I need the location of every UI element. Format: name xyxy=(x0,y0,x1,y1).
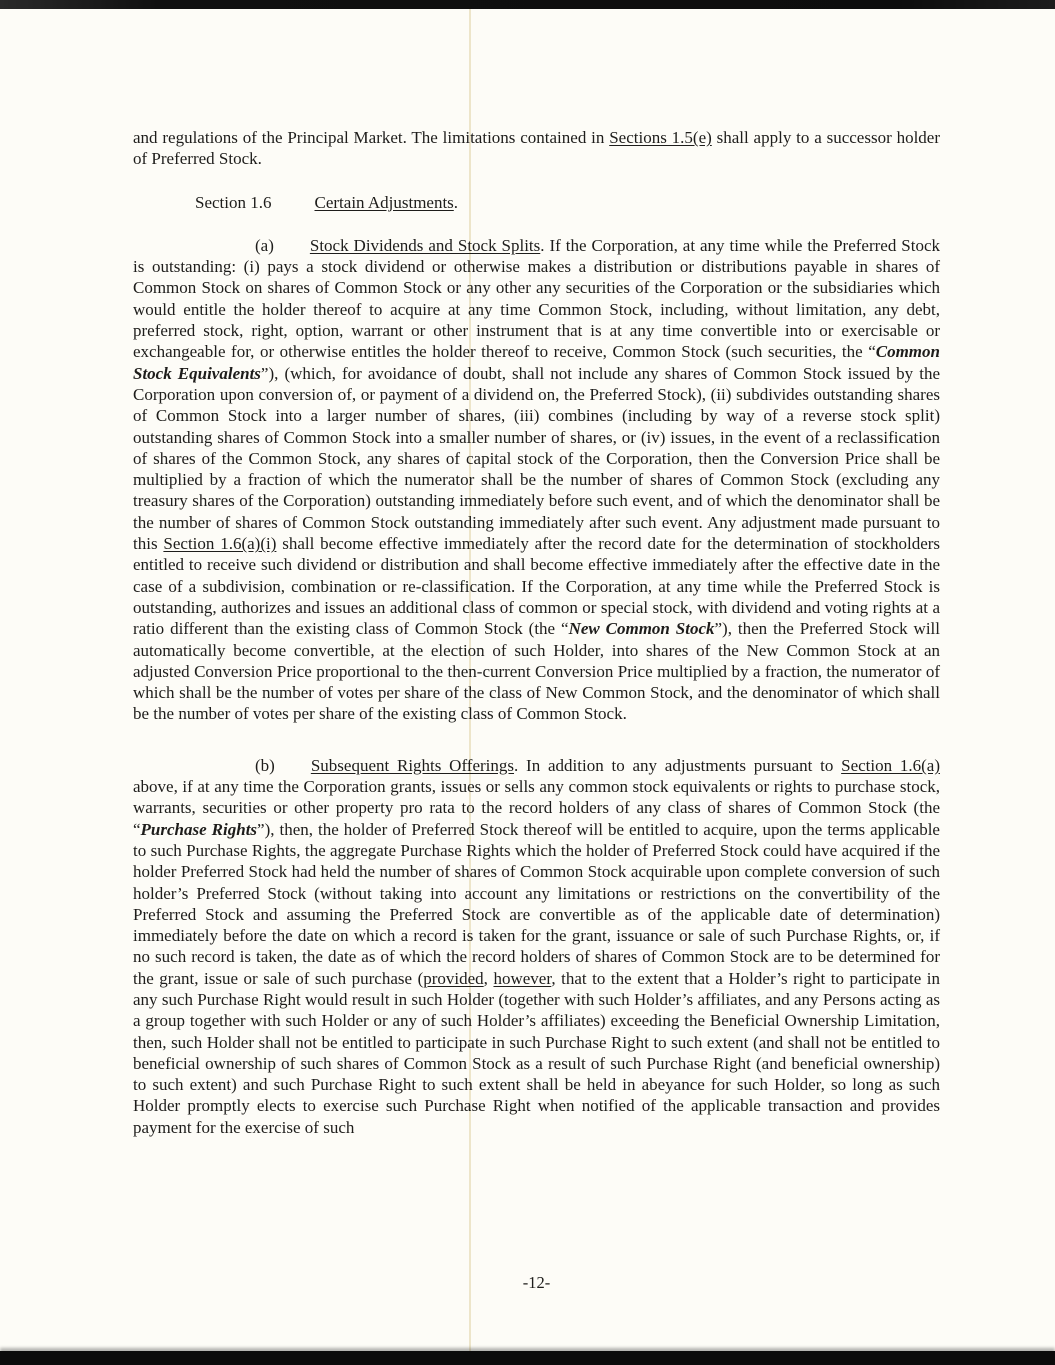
scan-edge-top xyxy=(0,0,1055,9)
section-title: Certain Adjustments xyxy=(314,192,454,212)
section-number: Section 1.6 xyxy=(195,192,272,212)
section-title-period: . xyxy=(453,192,459,212)
paragraph-b xyxy=(133,755,940,1138)
paragraph-a-label: (a) xyxy=(255,235,274,255)
document-page xyxy=(133,127,940,1160)
paragraph-a xyxy=(133,235,940,725)
paragraph-a-text: Stock Dividends and Stock Splits. If the Corporation, at any time while the Preferred Stock is outstanding: (i) pays a stock dividend or otherwise makes a distribution or distributions payable in shares of Common Stock on shares of Common Stock or any other any securities of the Corporation or the subsidiaries which would entitle the holder thereof to acquire at any time Common Stock, including, without limitation, any debt, preferred stock, right, option, warrant or other instrument that is at any time convertible into or exercisable or exchangeable for, or otherwise entitles the holder thereof to receive, Common Stock (such securities, the “Common Stock Equivalents”), (which, for avoidance of doubt, shall not include any shares of Common Stock issued by the Corporation upon conversion of, or payment of a dividend on, the Preferred Stock), (ii) subdivides outstanding shares of Common Stock into a larger number of shares, (iii) combines (including by way of a reverse stock split) outstanding shares of Common Stock into a smaller number of shares, or (iv) issues, in the event of a reclassification of shares of the Common Stock, any shares of capital stock of the Corporation, then the Conversion Price shall be multiplied by a fraction of which the numerator shall be the number of shares of Common Stock (excluding any treasury shares of the Corporation) outstanding immediately before such event, and of which the denominator shall be the number of shares of Common Stock outstanding immediately after such event. Any adjustment made pursuant to this Section 1.6(a)(i) shall become effective immediately after the record date for the determination of stockholders entitled to receive such dividend or distribution and shall become effective immediately after the effective date in the case of a subdivision, combination or re-classification. If the Corporation, at any time while the Preferred Stock is outstanding, authorizes and issues an additional class of common or special stock, with dividend and voting rights at a ratio different than the existing class of Common Stock (the “New Common Stock”), then the Preferred Stock will automatically become convertible, at the election of such Holder, into shares of the New Common Stock at an adjusted Conversion Price proportional to the then-current Conversion Price multiplied by a fraction, the numerator of which shall be the number of votes per share of the class of New Common Stock, and the denominator of which shall be the number of votes per share of the existing class of Common Stock. xyxy=(133,235,941,724)
section-heading xyxy=(195,192,940,213)
page-number: -12- xyxy=(522,1273,551,1292)
paragraph-b-label: (b) xyxy=(255,755,275,775)
intro-paragraph xyxy=(133,127,940,170)
scan-edge-bottom xyxy=(0,1351,1055,1365)
paragraph-b-text: Subsequent Rights Offerings. In addition to any adjustments pursuant to Section 1.6(a) above, if at any time the Corporation grants, issues or sells any common stock equivalents or rights to purchase stock, warrants, securities or other property pro rata to the record holders of any class of shares of Common Stock (the “Purchase Rights”), then, the holder of Preferred Stock thereof will be entitled to acquire, upon the terms applicable to such Purchase Rights, the aggregate Purchase Rights which the holder of Preferred Stock could have acquired if the holder Preferred Stock had held the number of shares of Common Stock acquirable upon complete conversion of such holder’s Preferred Stock (without taking into account any limitations or restrictions on the convertibility of the Preferred Stock and assuming the Preferred Stock are convertible as of the applicable date of determination) immediately before the date on which a record is taken for the grant, issuance or sale of such Purchase Rights, or, if no such record is taken, the date as of which the record holders of shares of Common Stock are to be determined for the grant, issue or sale of such purchase (provided, however, that to the extent that a Holder’s right to participate in any such Purchase Right would result in such Holder (together with such Holder’s affiliates, and any Persons acting as a group together with such Holder or any of such Holder’s affiliates) exceeding the Beneficial Ownership Limitation, then, such Holder shall not be entitled to participate in such Purchase Right to such extent (and shall not be entitled to beneficial ownership of such shares of Common Stock as a result of such Purchase Right (and beneficial ownership) to such extent) and such Purchase Right to such extent shall be held in abeyance for such Holder, so long as such Holder promptly elects to exercise such Purchase Right when notified of the applicable transaction and provides payment for the exercise of such xyxy=(133,755,941,1137)
intro-paragraph-text: and regulations of the Principal Market. The limitations contained in Sections 1.5(e) shall apply to a successor holder of Preferred Stock. xyxy=(133,128,940,169)
